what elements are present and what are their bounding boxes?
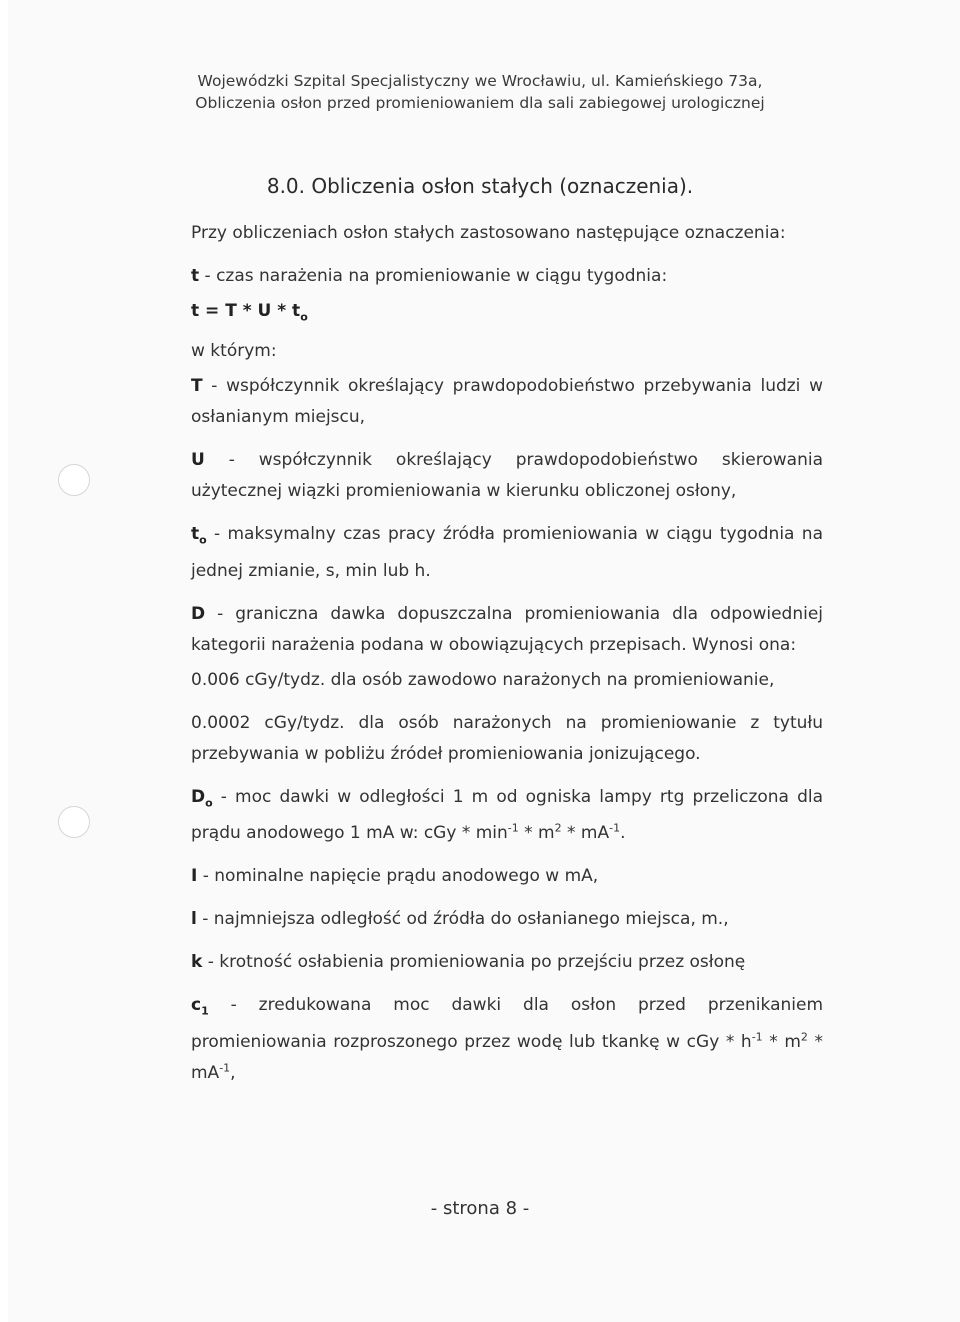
definition-I-text: - nominalne napięcie prądu anodowego w mA, [197,866,599,887]
w-ktorym: w którym: [191,341,277,362]
symbol-D: D [191,603,206,624]
page-edge [0,0,8,1322]
symbol-I: I [191,866,198,887]
Do-exp-2: 2 [554,821,562,835]
definition-t [191,261,823,292]
header-line-2: Obliczenia osłon przed promieniowaniem dla sali zabiegowej urologicznej [195,94,765,112]
definition-T [191,371,823,433]
definition-U-text: - współczynnik określający prawdopodobieństwo skierowania użytecznej wiązki promieniowania w kierunku obliczonej osłony, [191,450,823,502]
c1-end: , [230,1062,236,1083]
symbol-c1: c [191,995,202,1016]
symbol-Do: D [191,786,206,807]
symbol-T: T [191,376,203,397]
symbol-to-subscript: o [199,533,207,547]
definition-Do [191,782,823,849]
symbol-Do-subscript: o [205,796,213,810]
c1-exp-2: 2 [800,1029,808,1043]
page-header [0,70,960,114]
symbol-U: U [191,450,205,471]
symbol-c1-subscript: 1 [201,1004,209,1018]
punch-hole-bottom [58,806,90,838]
symbol-k: k [191,952,203,973]
definition-I [191,861,823,892]
Do-mid-2: * mA [561,823,610,844]
intro-paragraph: Przy obliczeniach osłon stałych zastosowano następujące oznaczenia: [191,223,786,243]
definition-k [191,947,823,978]
definition-c1-text: - zredukowana moc dawki dla osłon przed przenikaniem promieniowania rozproszonego przez wodę lub tkankę w cGy * h [191,995,823,1052]
Do-mid: * m [518,823,555,844]
symbol-t: t [191,266,200,286]
page-number: - strona 8 - [430,1198,530,1219]
definition-to [191,519,823,586]
c1-exp-1: -1 [751,1029,763,1043]
c1-mid-2: * mA [191,1031,823,1083]
Do-exp-1: -1 [507,821,519,835]
c1-exp-3: -1 [219,1060,231,1074]
definition-to-text: - maksymalny czas pracy źródła promieniowania w ciągu tygodnia na jednej zmianie, s, min lub h. [191,524,823,581]
definition-l-text: - najmniejsza odległość od źródła do osłanianego miejsca, m., [196,909,729,930]
c1-mid: * m [762,1031,801,1052]
header-line-1: Wojewódzki Szpital Specjalistyczny we Wrocławiu, ul. Kamieńskiego 73a, [197,72,763,90]
formula [191,296,823,332]
definition-t-text: - czas narażenia na promieniowanie w ciągu tygodnia: [199,266,668,286]
definition-c1 [191,990,823,1088]
definition-k-text: - krotność osłabienia promieniowania po przejściu przez osłonę [202,952,746,973]
Do-end: . [620,823,626,844]
content-body [191,218,823,1101]
definition-T-text: - współczynnik określający prawdopodobieństwo przebywania ludzi w osłanianym miejscu, [191,376,823,428]
definition-U [191,445,823,507]
dose-occupational: 0.006 cGy/tydz. dla osób zawodowo narażonych na promieniowanie, [191,669,775,690]
definition-D [191,599,823,661]
formula-subscript: o [300,310,308,324]
dose-public: 0.0002 cGy/tydz. dla osób narażonych na promieniowanie z tytułu przebywania w pobliżu źródeł promieniowania jonizującego. [191,712,823,764]
definition-l [191,904,823,935]
punch-hole-top [58,464,90,496]
definition-D-text: - graniczna dawka dopuszczalna promieniowania dla odpowiedniej kategorii narażenia podana w obowiązujących przepisach. Wynosi ona: [191,603,823,655]
formula-text: t = T * U * t [191,301,301,321]
section-title: 8.0. Obliczenia osłon stałych (oznaczenia). [266,174,694,198]
symbol-l: l [191,909,197,930]
Do-exp-3: -1 [609,821,621,835]
definition-Do-text: - moc dawki w odległości 1 m od ogniska lampy rtg przeliczona dla prądu anodowego 1 mA w: cGy * min [191,786,823,844]
symbol-to: t [191,524,200,545]
